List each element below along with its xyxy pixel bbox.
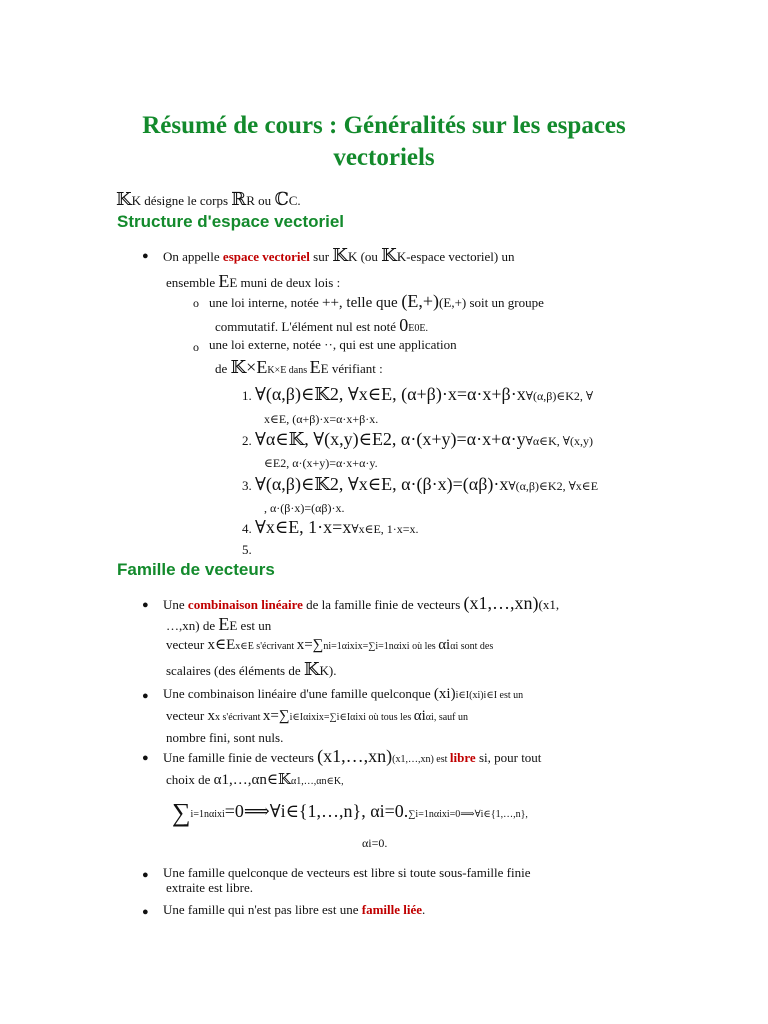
loi-interne-line-2: commutatif. L'élément nul est noté 0E0E. — [215, 315, 429, 335]
famille-quelconque-libre: Une famille quelconque de vecteurs est libre si toute sous-famille finie — [163, 865, 531, 880]
famille-libre-line-2: choix de α1,…,αn∈𝕂α1,…,αn∈K, — [166, 772, 344, 788]
combinaison-quelconque-line-2: vecteur xx s'écrivant x=∑i∈Iαixix=∑i∈Iαixi où tous les αiαi, sauf un — [166, 708, 468, 724]
bullet-icon: ● — [142, 752, 149, 764]
famille-liee-def: Une famille qui n'est pas libre est une famille liée. — [163, 902, 426, 917]
page-title: Résumé de cours : Généralités sur les espaces vectoriels — [142, 112, 626, 171]
combinaison-line-3: vecteur x∈Ex∈E s'écrivant x=∑ni=1αixix=∑i=1nαixi où les αiαi sont des — [166, 637, 494, 653]
combinaison-quelconque-line-3: nombre fini, sont nuls. — [166, 730, 284, 745]
loi-externe-line-2: de 𝕂×EK×E dans EE vérifiant : — [215, 357, 383, 377]
combinaison-quelconque: Une combinaison linéaire d'une famille quelconque (xi)i∈I(xi)i∈I est un — [163, 686, 524, 702]
intro-line: 𝕂K désigne le corps ℝR ou ℂC. — [116, 189, 301, 209]
combinaison-lineaire-def: Une combinaison linéaire de la famille finie de vecteurs (x1,…,xn)(x1, — [163, 593, 560, 613]
axiom-3-line-2: , α·(β·x)=(αβ)·x. — [264, 501, 345, 515]
combinaison-line-4: scalaires (des éléments de 𝕂K). — [166, 659, 337, 679]
bullet-icon: ● — [142, 869, 149, 881]
axiom-2-line-2: ∈E2, α·(x+y)=α·x+α·y. — [264, 456, 378, 470]
axiom-3: 3. ∀(α,β)∈𝕂2, ∀x∈E, α·(β·x)=(αβ)·x∀(α,β)∈K2, ∀x∈E — [242, 474, 599, 494]
axiom-1-line-2: x∈E, (α+β)·x=α·x+β·x. — [264, 412, 379, 426]
bullet-icon: ● — [142, 906, 149, 918]
famille-quelconque-line-2: extraite est libre. — [166, 880, 253, 895]
section-heading-famille: Famille de vecteurs — [117, 560, 275, 579]
axiom-5: 5. — [242, 542, 252, 557]
circle-bullet-icon: o — [193, 340, 199, 354]
definition-espace-vectoriel: On appelle espace vectoriel sur 𝕂K (ou 𝕂K-espace vectoriel) un — [163, 245, 515, 265]
combinaison-line-2: …,xn) de EE est un — [166, 614, 272, 634]
bullet-icon: ● — [142, 599, 149, 611]
circle-bullet-icon: o — [193, 296, 199, 310]
axiom-2: 2. ∀α∈𝕂, ∀(x,y)∈E2, α·(x+y)=α·x+α·y∀α∈K, ∀(x,y) — [242, 429, 593, 449]
definition-line-2: ensemble EE muni de deux lois : — [166, 271, 341, 291]
bullet-icon: ● — [142, 250, 149, 262]
loi-interne: une loi interne, notée ++, telle que (E,+)(E,+) soit un groupe — [209, 291, 544, 311]
famille-libre-formula: ∑i=1nαixi=0⟹∀i∈{1,…,n}, αi=0.∑i=1nαixi=0⟹∀i∈{1,…,n}, — [172, 798, 528, 827]
famille-libre-def: Une famille finie de vecteurs (x1,…,xn)(x1,…,xn) est libre si, pour tout — [163, 746, 542, 766]
axiom-4: 4. ∀x∈E, 1·x=x∀x∈E, 1·x=x. — [242, 517, 419, 537]
bullet-icon: ● — [142, 690, 149, 702]
famille-libre-formula-end: αi=0. — [362, 836, 388, 850]
axiom-1: 1. ∀(α,β)∈𝕂2, ∀x∈E, (α+β)·x=α·x+β·x∀(α,β)∈K2, ∀ — [242, 384, 594, 404]
section-heading-structure: Structure d'espace vectoriel — [117, 212, 345, 231]
loi-externe: une loi externe, notée ··, qui est une application — [209, 337, 457, 352]
